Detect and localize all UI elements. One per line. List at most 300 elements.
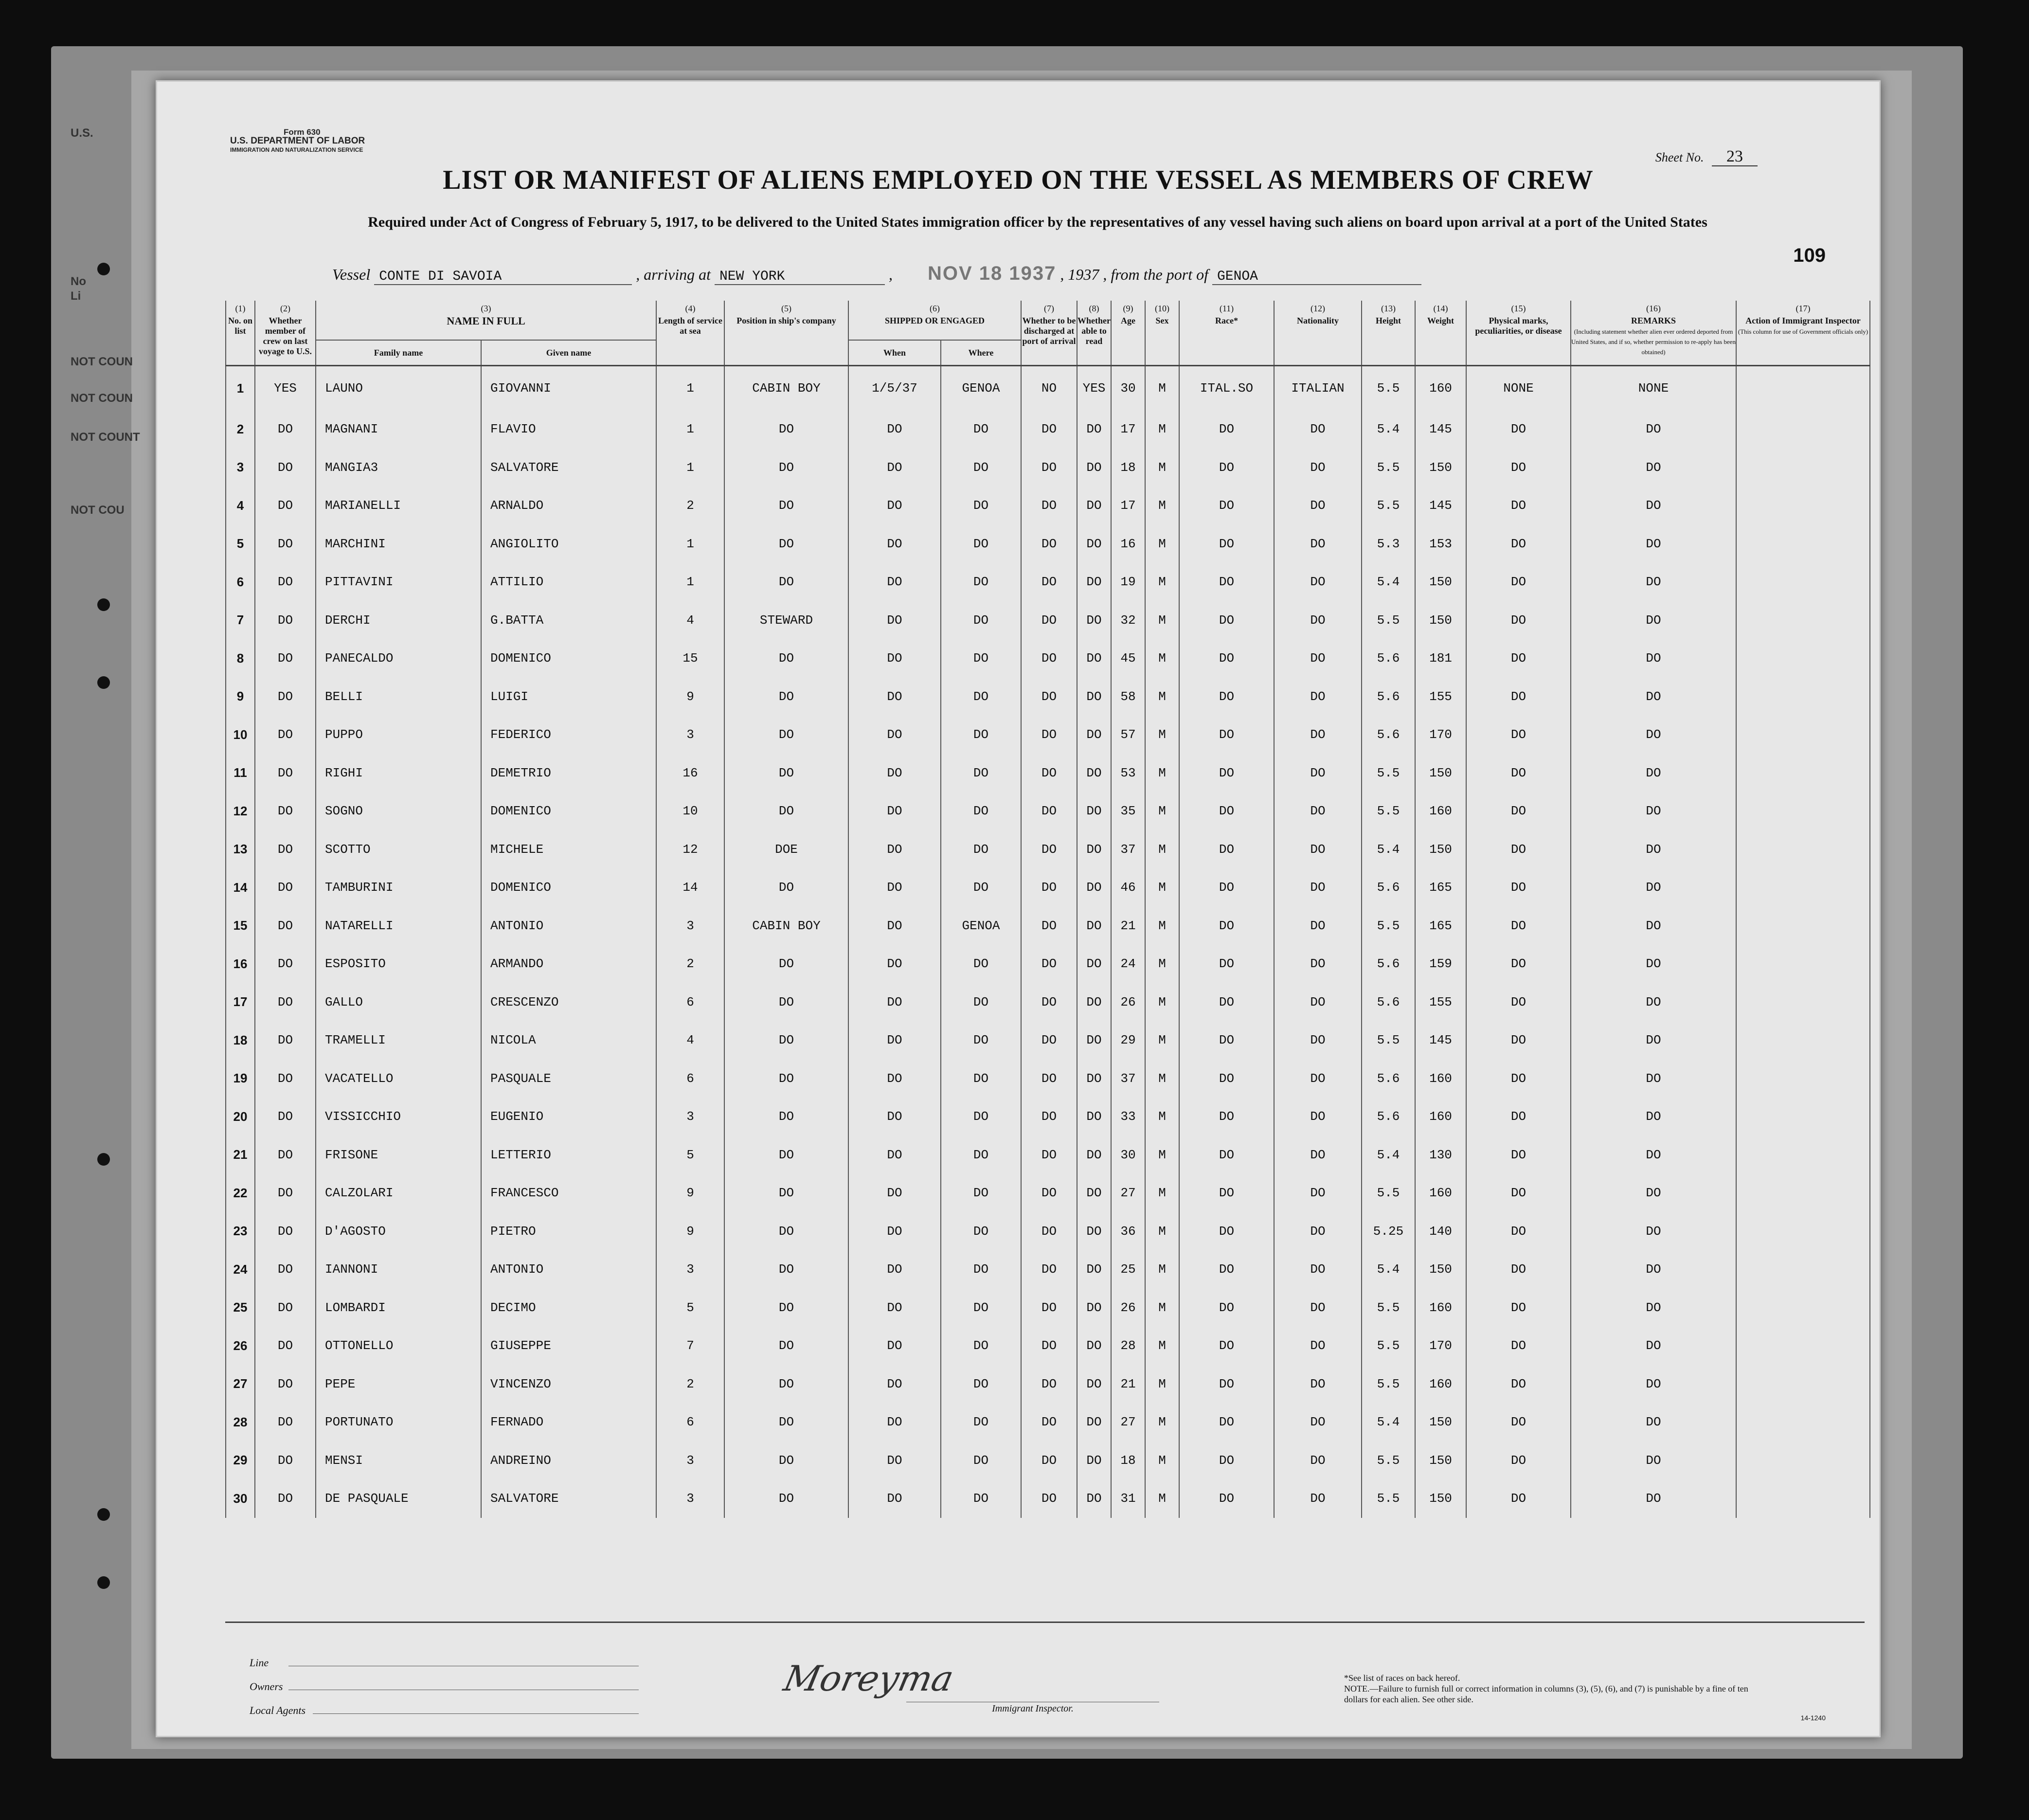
cell-race: DO: [1179, 601, 1274, 640]
cell-row-number: 13: [226, 830, 255, 869]
cell-nationality: DO: [1274, 525, 1362, 563]
cell-family-name: VACATELLO: [316, 1060, 481, 1098]
col-header-able-to-read: (8) Whether able to read: [1077, 301, 1111, 366]
cell-physical-marks: DO: [1466, 1365, 1571, 1404]
cell-sex: M: [1145, 487, 1179, 525]
cell-family-name: ESPOSITO: [316, 945, 481, 983]
cell-shipped-where: DO: [941, 792, 1021, 830]
cell-race: DO: [1179, 1250, 1274, 1289]
cell-weight: 150: [1415, 754, 1466, 793]
cell-family-name: DE PASQUALE: [316, 1479, 481, 1518]
cell-to-be-discharged: NO: [1021, 366, 1077, 411]
from-port-label: , from the port of: [1103, 266, 1208, 283]
cell-nationality: DO: [1274, 678, 1362, 716]
cell-physical-marks: DO: [1466, 639, 1571, 678]
cell-family-name: VISSICCHIO: [316, 1098, 481, 1136]
cell-able-to-read: DO: [1077, 1289, 1111, 1327]
cell-sex: M: [1145, 1365, 1179, 1404]
cell-nationality: DO: [1274, 868, 1362, 907]
cell-to-be-discharged: DO: [1021, 868, 1077, 907]
cell-family-name: PITTAVINI: [316, 563, 481, 601]
cell-weight: 150: [1415, 563, 1466, 601]
col-header-position: (5) Position in ship's company: [724, 301, 848, 366]
cell-sex: M: [1145, 678, 1179, 716]
cell-position: DO: [724, 1098, 848, 1136]
cell-physical-marks: DO: [1466, 1136, 1571, 1174]
cell-service-length: 3: [656, 716, 724, 754]
cell-crew-last-voyage: DO: [255, 1136, 316, 1174]
cell-able-to-read: DO: [1077, 1327, 1111, 1365]
service-name: IMMIGRATION AND NATURALIZATION SERVICE: [230, 146, 363, 153]
cell-remarks: NONE: [1571, 366, 1736, 411]
cell-family-name: TAMBURINI: [316, 868, 481, 907]
cell-service-length: 2: [656, 1365, 724, 1404]
cell-position: DO: [724, 983, 848, 1022]
cell-age: 19: [1111, 563, 1145, 601]
cell-race: DO: [1179, 678, 1274, 716]
cell-shipped-when: DO: [848, 907, 941, 945]
cell-family-name: MANGIA3: [316, 449, 481, 487]
cell-position: DO: [724, 1403, 848, 1442]
table-row: [226, 868, 1870, 907]
cell-physical-marks: DO: [1466, 1403, 1571, 1442]
cell-shipped-when: DO: [848, 639, 941, 678]
col-header-inspector-action: (17) Action of Immigrant Inspector (This column for use of Government officials only): [1736, 301, 1870, 366]
cell-remarks: DO: [1571, 410, 1736, 449]
cell-row-number: 2: [226, 410, 255, 449]
cell-service-length: 6: [656, 1060, 724, 1098]
agent-block: [250, 1651, 639, 1722]
cell-row-number: 11: [226, 754, 255, 793]
cell-age: 29: [1111, 1021, 1145, 1060]
cell-shipped-when: DO: [848, 487, 941, 525]
cell-family-name: MAGNANI: [316, 410, 481, 449]
cell-race: DO: [1179, 716, 1274, 754]
table-row: [226, 754, 1870, 793]
cell-row-number: 19: [226, 1060, 255, 1098]
cell-to-be-discharged: DO: [1021, 1442, 1077, 1480]
cell-sex: M: [1145, 1250, 1179, 1289]
table-row: [226, 1060, 1870, 1098]
cell-service-length: 1: [656, 410, 724, 449]
cell-crew-last-voyage: DO: [255, 1365, 316, 1404]
stub-label: NOT COUNT: [71, 431, 140, 444]
cell-given-name: ANTONIO: [481, 907, 656, 945]
table-row: [226, 830, 1870, 869]
cell-weight: 150: [1415, 1479, 1466, 1518]
cell-crew-last-voyage: DO: [255, 1098, 316, 1136]
table-row: [226, 525, 1870, 563]
cell-given-name: PIETRO: [481, 1212, 656, 1251]
cell-height: 5.6: [1362, 945, 1415, 983]
cell-inspector-action: [1736, 1098, 1870, 1136]
cell-sex: M: [1145, 1174, 1179, 1212]
sheet-number-label: Sheet No.: [1655, 150, 1704, 164]
cell-able-to-read: DO: [1077, 983, 1111, 1022]
cell-able-to-read: DO: [1077, 907, 1111, 945]
cell-physical-marks: DO: [1466, 1250, 1571, 1289]
cell-crew-last-voyage: DO: [255, 1327, 316, 1365]
cell-shipped-when: DO: [848, 1174, 941, 1212]
cell-race: DO: [1179, 945, 1274, 983]
cell-remarks: DO: [1571, 563, 1736, 601]
table-row: [226, 792, 1870, 830]
cell-to-be-discharged: DO: [1021, 410, 1077, 449]
cell-service-length: 5: [656, 1136, 724, 1174]
cell-position: DO: [724, 754, 848, 793]
cell-able-to-read: DO: [1077, 868, 1111, 907]
cell-nationality: DO: [1274, 983, 1362, 1022]
sheet-number: [1655, 147, 1758, 166]
cell-able-to-read: DO: [1077, 754, 1111, 793]
cell-given-name: DECIMO: [481, 1289, 656, 1327]
cell-race: DO: [1179, 868, 1274, 907]
stub-label: NOT COU: [71, 504, 125, 517]
cell-weight: 160: [1415, 366, 1466, 411]
cell-to-be-discharged: DO: [1021, 907, 1077, 945]
cell-weight: 150: [1415, 449, 1466, 487]
cell-inspector-action: [1736, 410, 1870, 449]
cell-able-to-read: DO: [1077, 525, 1111, 563]
cell-nationality: DO: [1274, 1442, 1362, 1480]
cell-remarks: DO: [1571, 1098, 1736, 1136]
cell-shipped-when: DO: [848, 792, 941, 830]
cell-service-length: 10: [656, 792, 724, 830]
cell-shipped-when: DO: [848, 1136, 941, 1174]
race-note: *See list of races on back hereof.: [1344, 1673, 1460, 1683]
inspector-signature: Moreyma: [780, 1658, 957, 1699]
binder-hole: [97, 1508, 110, 1521]
cell-family-name: BELLI: [316, 678, 481, 716]
cell-nationality: DO: [1274, 792, 1362, 830]
cell-shipped-where: DO: [941, 1365, 1021, 1404]
cell-crew-last-voyage: DO: [255, 792, 316, 830]
cell-given-name: PASQUALE: [481, 1060, 656, 1098]
cell-sex: M: [1145, 1212, 1179, 1251]
cell-crew-last-voyage: DO: [255, 1174, 316, 1212]
departure-port: GENOA: [1212, 269, 1421, 285]
cell-sex: M: [1145, 563, 1179, 601]
cell-age: 21: [1111, 1365, 1145, 1404]
table-row: [226, 1021, 1870, 1060]
cell-row-number: 20: [226, 1098, 255, 1136]
cell-remarks: DO: [1571, 1021, 1736, 1060]
cell-row-number: 14: [226, 868, 255, 907]
cell-service-length: 3: [656, 907, 724, 945]
col-header-shipped: (6) SHIPPED OR ENGAGED: [848, 301, 1021, 340]
cell-shipped-when: DO: [848, 716, 941, 754]
cell-shipped-where: DO: [941, 563, 1021, 601]
cell-row-number: 25: [226, 1289, 255, 1327]
cell-sex: M: [1145, 1136, 1179, 1174]
cell-shipped-when: DO: [848, 754, 941, 793]
cell-remarks: DO: [1571, 639, 1736, 678]
arrival-year: , 1937: [1060, 266, 1099, 283]
cell-row-number: 5: [226, 525, 255, 563]
left-margin-stub: [71, 117, 163, 1528]
cell-shipped-where: DO: [941, 601, 1021, 640]
cell-able-to-read: DO: [1077, 410, 1111, 449]
cell-race: DO: [1179, 1289, 1274, 1327]
cell-to-be-discharged: DO: [1021, 678, 1077, 716]
cell-remarks: DO: [1571, 716, 1736, 754]
cell-to-be-discharged: DO: [1021, 563, 1077, 601]
table-row: [226, 1479, 1870, 1518]
cell-able-to-read: DO: [1077, 1442, 1111, 1480]
cell-weight: 159: [1415, 945, 1466, 983]
cell-height: 5.5: [1362, 366, 1415, 411]
cell-able-to-read: DO: [1077, 1098, 1111, 1136]
cell-able-to-read: DO: [1077, 830, 1111, 869]
cell-shipped-where: DO: [941, 1060, 1021, 1098]
cell-weight: 155: [1415, 983, 1466, 1022]
col-header-physical-marks: (15) Physical marks, peculiarities, or disease: [1466, 301, 1571, 366]
cell-family-name: SOGNO: [316, 792, 481, 830]
cell-able-to-read: DO: [1077, 1174, 1111, 1212]
cell-weight: 150: [1415, 830, 1466, 869]
cell-race: DO: [1179, 1327, 1274, 1365]
cell-to-be-discharged: DO: [1021, 449, 1077, 487]
cell-shipped-when: DO: [848, 1021, 941, 1060]
binder-hole: [97, 1576, 110, 1589]
cell-position: CABIN BOY: [724, 907, 848, 945]
cell-position: DO: [724, 868, 848, 907]
col-header-given-name: Given name: [481, 340, 656, 366]
cell-crew-last-voyage: DO: [255, 945, 316, 983]
table-row: [226, 1136, 1870, 1174]
cell-nationality: DO: [1274, 1365, 1362, 1404]
cell-position: DO: [724, 1289, 848, 1327]
cell-shipped-where: DO: [941, 1098, 1021, 1136]
cell-shipped-when: DO: [848, 1212, 941, 1251]
cell-inspector-action: [1736, 563, 1870, 601]
cell-given-name: DOMENICO: [481, 792, 656, 830]
cell-age: 31: [1111, 1479, 1145, 1518]
cell-shipped-when: DO: [848, 563, 941, 601]
cell-family-name: FRISONE: [316, 1136, 481, 1174]
cell-nationality: DO: [1274, 830, 1362, 869]
cell-given-name: DEMETRIO: [481, 754, 656, 793]
cell-physical-marks: DO: [1466, 1479, 1571, 1518]
cell-to-be-discharged: DO: [1021, 1098, 1077, 1136]
cell-height: 5.4: [1362, 830, 1415, 869]
table-row: [226, 945, 1870, 983]
cell-height: 5.5: [1362, 1327, 1415, 1365]
cell-given-name: SALVATORE: [481, 1479, 656, 1518]
cell-height: 5.6: [1362, 868, 1415, 907]
cell-nationality: DO: [1274, 1174, 1362, 1212]
cell-weight: 155: [1415, 678, 1466, 716]
cell-shipped-when: DO: [848, 1289, 941, 1327]
cell-row-number: 29: [226, 1442, 255, 1480]
cell-race: DO: [1179, 1365, 1274, 1404]
cell-inspector-action: [1736, 868, 1870, 907]
cell-race: DO: [1179, 1212, 1274, 1251]
cell-service-length: 1: [656, 366, 724, 411]
cell-family-name: TRAMELLI: [316, 1021, 481, 1060]
penalty-note: NOTE.—Failure to furnish full or correct information in columns (3), (5), (6), and (7) is punishable by a fine of ten dollars for each alien. See other side.: [1344, 1684, 1748, 1704]
cell-inspector-action: [1736, 830, 1870, 869]
cell-nationality: DO: [1274, 1327, 1362, 1365]
table-row: [226, 1365, 1870, 1404]
cell-crew-last-voyage: DO: [255, 1442, 316, 1480]
cell-inspector-action: [1736, 1174, 1870, 1212]
cell-service-length: 1: [656, 563, 724, 601]
cell-age: 36: [1111, 1212, 1145, 1251]
cell-physical-marks: DO: [1466, 754, 1571, 793]
cell-crew-last-voyage: DO: [255, 1021, 316, 1060]
cell-inspector-action: [1736, 907, 1870, 945]
cell-family-name: MARIANELLI: [316, 487, 481, 525]
cell-nationality: DO: [1274, 639, 1362, 678]
cell-service-length: 4: [656, 1021, 724, 1060]
cell-nationality: DO: [1274, 1136, 1362, 1174]
cell-able-to-read: DO: [1077, 1021, 1111, 1060]
cell-remarks: DO: [1571, 1327, 1736, 1365]
cell-inspector-action: [1736, 525, 1870, 563]
cell-to-be-discharged: DO: [1021, 1021, 1077, 1060]
table-row: [226, 983, 1870, 1022]
cell-sex: M: [1145, 639, 1179, 678]
cell-crew-last-voyage: DO: [255, 410, 316, 449]
table-row: [226, 410, 1870, 449]
sheet-number-value: 23: [1712, 147, 1758, 166]
inspector-label: Immigrant Inspector.: [906, 1702, 1159, 1714]
cell-given-name: EUGENIO: [481, 1098, 656, 1136]
cell-service-length: 3: [656, 1250, 724, 1289]
cell-sex: M: [1145, 716, 1179, 754]
cell-shipped-where: DO: [941, 410, 1021, 449]
cell-shipped-where: DO: [941, 1212, 1021, 1251]
cell-race: DO: [1179, 410, 1274, 449]
cell-inspector-action: [1736, 1021, 1870, 1060]
cell-physical-marks: DO: [1466, 563, 1571, 601]
stub-label: NOT COUN: [71, 392, 133, 405]
cell-race: DO: [1179, 1403, 1274, 1442]
cell-shipped-where: DO: [941, 1442, 1021, 1480]
cell-physical-marks: DO: [1466, 792, 1571, 830]
cell-position: DO: [724, 487, 848, 525]
cell-family-name: PORTUNATO: [316, 1403, 481, 1442]
table-row: [226, 1442, 1870, 1480]
table-row: [226, 366, 1870, 411]
cell-remarks: DO: [1571, 678, 1736, 716]
cell-position: DO: [724, 1442, 848, 1480]
cell-remarks: DO: [1571, 1174, 1736, 1212]
col-header-discharged: (7) Whether to be discharged at port of arrival: [1021, 301, 1077, 366]
cell-race: DO: [1179, 1060, 1274, 1098]
cell-shipped-where: DO: [941, 1289, 1021, 1327]
cell-row-number: 9: [226, 678, 255, 716]
cell-service-length: 3: [656, 1442, 724, 1480]
cell-age: 27: [1111, 1174, 1145, 1212]
cell-nationality: DO: [1274, 1289, 1362, 1327]
cell-row-number: 7: [226, 601, 255, 640]
cell-row-number: 3: [226, 449, 255, 487]
cell-row-number: 4: [226, 487, 255, 525]
cell-nationality: DO: [1274, 1212, 1362, 1251]
cell-age: 28: [1111, 1327, 1145, 1365]
table-bottom-rule: [225, 1622, 1865, 1623]
cell-able-to-read: DO: [1077, 1365, 1111, 1404]
cell-nationality: DO: [1274, 1060, 1362, 1098]
cell-sex: M: [1145, 1289, 1179, 1327]
cell-row-number: 24: [226, 1250, 255, 1289]
cell-able-to-read: DO: [1077, 449, 1111, 487]
cell-able-to-read: DO: [1077, 1060, 1111, 1098]
cell-shipped-where: DO: [941, 1479, 1021, 1518]
cell-inspector-action: [1736, 1479, 1870, 1518]
cell-physical-marks: DO: [1466, 1442, 1571, 1480]
cell-family-name: D'AGOSTO: [316, 1212, 481, 1251]
arrival-date-stamp: NOV 18 1937: [927, 263, 1057, 284]
cell-shipped-when: DO: [848, 1250, 941, 1289]
cell-crew-last-voyage: DO: [255, 1212, 316, 1251]
cell-shipped-where: DO: [941, 525, 1021, 563]
cell-family-name: OTTONELLO: [316, 1327, 481, 1365]
cell-position: DOE: [724, 830, 848, 869]
binder-hole: [97, 263, 110, 275]
cell-to-be-discharged: DO: [1021, 754, 1077, 793]
cell-race: DO: [1179, 487, 1274, 525]
cell-remarks: DO: [1571, 1250, 1736, 1289]
table-row: [226, 563, 1870, 601]
cell-height: 5.4: [1362, 563, 1415, 601]
cell-family-name: IANNONI: [316, 1250, 481, 1289]
cell-age: 33: [1111, 1098, 1145, 1136]
cell-sex: M: [1145, 754, 1179, 793]
table-row: [226, 601, 1870, 640]
cell-weight: 160: [1415, 1060, 1466, 1098]
cell-shipped-where: DO: [941, 1174, 1021, 1212]
vessel-label: Vessel: [332, 266, 371, 283]
cell-nationality: DO: [1274, 449, 1362, 487]
cell-able-to-read: DO: [1077, 487, 1111, 525]
col-header-crew-last-voyage: (2) Whether member of crew on last voyage to U.S.: [255, 301, 316, 366]
cell-age: 18: [1111, 1442, 1145, 1480]
cell-given-name: SALVATORE: [481, 449, 656, 487]
cell-physical-marks: NONE: [1466, 366, 1571, 411]
cell-sex: M: [1145, 449, 1179, 487]
col-header-weight: (14) Weight: [1415, 301, 1466, 366]
cell-given-name: GIOVANNI: [481, 366, 656, 411]
cell-shipped-where: DO: [941, 945, 1021, 983]
cell-shipped-when: DO: [848, 868, 941, 907]
footnotes: [1344, 1673, 1772, 1705]
cell-height: 5.5: [1362, 1442, 1415, 1480]
cell-remarks: DO: [1571, 1403, 1736, 1442]
cell-service-length: 5: [656, 1289, 724, 1327]
cell-service-length: 2: [656, 945, 724, 983]
cell-weight: 150: [1415, 1442, 1466, 1480]
cell-position: DO: [724, 639, 848, 678]
cell-row-number: 8: [226, 639, 255, 678]
cell-able-to-read: DO: [1077, 945, 1111, 983]
cell-height: 5.6: [1362, 716, 1415, 754]
cell-height: 5.5: [1362, 1289, 1415, 1327]
cell-service-length: 9: [656, 678, 724, 716]
cell-shipped-where: DO: [941, 983, 1021, 1022]
cell-shipped-where: DO: [941, 1250, 1021, 1289]
cell-height: 5.4: [1362, 1250, 1415, 1289]
cell-height: 5.6: [1362, 1098, 1415, 1136]
cell-height: 5.5: [1362, 754, 1415, 793]
cell-physical-marks: DO: [1466, 830, 1571, 869]
cell-inspector-action: [1736, 1403, 1870, 1442]
table-row: [226, 487, 1870, 525]
cell-inspector-action: [1736, 678, 1870, 716]
cell-age: 24: [1111, 945, 1145, 983]
